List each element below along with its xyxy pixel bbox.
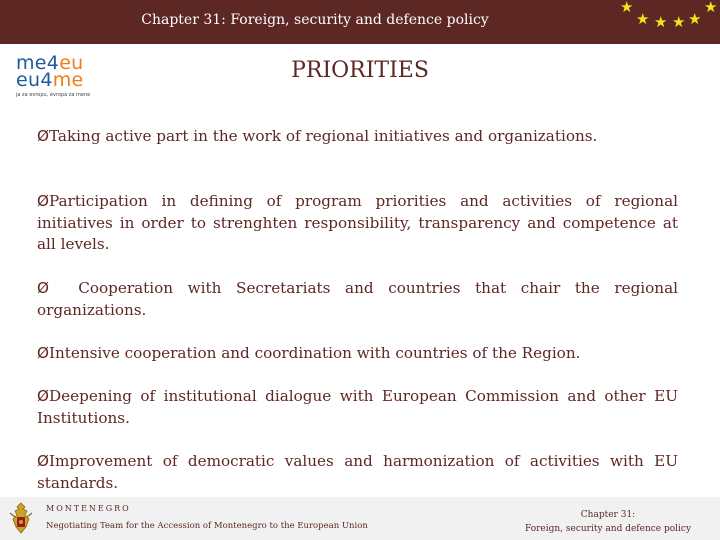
arrow-bullet-icon: Ø	[37, 344, 49, 362]
eu-star-icon: ★	[704, 0, 718, 16]
list-item-text: Deepening of institutional dialogue with European Commission and other EU Institutions.	[37, 387, 678, 427]
arrow-bullet-icon: Ø	[37, 192, 49, 210]
header-title: Chapter 31: Foreign, security and defence policy	[141, 12, 489, 28]
list-item	[37, 451, 678, 494]
me4eu-logo	[16, 54, 116, 96]
eu-star-icon: ★	[672, 13, 686, 31]
eu-star-icon: ★	[620, 0, 634, 16]
arrow-bullet-icon: Ø	[37, 387, 49, 405]
arrow-bullet-icon: Ø	[37, 127, 49, 145]
list-item-text: Improvement of democratic values and harmonization of activities with EU standards.	[37, 452, 678, 492]
footer-chapter	[500, 508, 716, 536]
list-item-text: Taking active part in the work of regional initiatives and organizations.	[48, 127, 598, 145]
footer-chapter-number: Chapter 31:	[580, 510, 636, 520]
list-item	[37, 126, 597, 148]
arrow-bullet-icon: Ø	[37, 279, 49, 297]
header-bar	[0, 0, 720, 44]
list-item	[37, 278, 683, 321]
logo-line-1: me4eu	[16, 52, 84, 74]
footer-country: MONTENEGRO	[46, 504, 131, 513]
eu-star-icon: ★	[636, 10, 650, 28]
list-item-text: Cooperation with Secretariats and countries that chair the regional organizations.	[37, 279, 683, 319]
page-title: PRIORITIES	[291, 58, 429, 83]
list-item	[37, 386, 678, 429]
logo-line-2: eu4me	[16, 69, 84, 91]
list-item	[37, 343, 580, 365]
logo-tagline: ja za evropu, evropa za mene	[16, 92, 91, 98]
footer-team-name: Negotiating Team for the Accession of Montenegro to the European Union	[46, 521, 368, 531]
arrow-bullet-icon: Ø	[37, 452, 49, 470]
footer	[0, 497, 720, 540]
eu-star-icon: ★	[688, 10, 702, 28]
footer-chapter-title: Foreign, security and defence policy	[524, 524, 692, 534]
eu-star-icon: ★	[654, 13, 668, 31]
list-item-text: Intensive cooperation and coordination with countries of the Region.	[48, 344, 581, 362]
list-item	[37, 191, 678, 256]
coat-of-arms-icon	[6, 501, 36, 537]
list-item-text: Participation in defining of program priorities and activities of regional initiatives in order to strenghten responsibility, transparency and competence at all levels.	[37, 192, 678, 253]
